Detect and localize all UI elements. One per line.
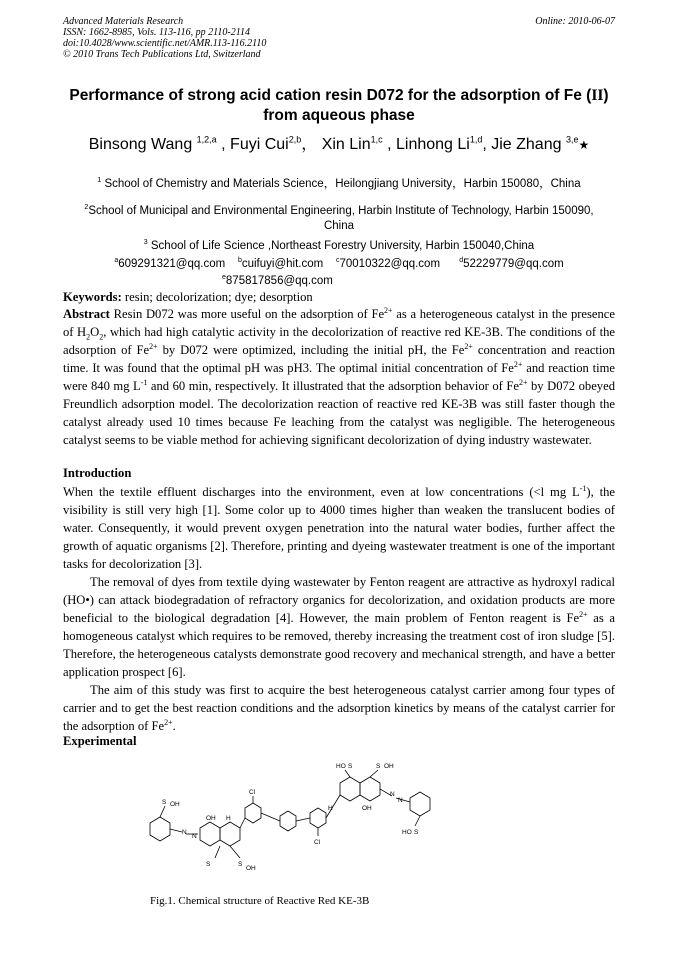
svg-text:S: S xyxy=(414,829,419,836)
svg-text:H: H xyxy=(328,805,333,812)
affiliation-3: $^3$ School of Life Science ,Northeast Forestry University, Harbin 150040,China xyxy=(143,239,535,252)
svg-text:H: H xyxy=(226,815,231,822)
journal-name: Advanced Materials Research xyxy=(63,16,184,27)
affiliation-2-cont: China xyxy=(323,220,355,232)
author-name: Xin Lin xyxy=(321,136,371,153)
copyright-line: © 2010 Trans Tech Publications Ltd, Switzerland xyxy=(63,49,261,60)
svg-text:HO: HO xyxy=(402,829,412,836)
email-c: 70010322@qq.com xyxy=(339,257,441,270)
svg-text:S: S xyxy=(238,861,243,868)
sulfonate-label: S xyxy=(162,799,167,806)
chemical-structure-figure xyxy=(140,758,450,888)
email-e-line: $^e$875817856@qq.com xyxy=(222,274,333,287)
email-b: cuifuyi@hit.com xyxy=(241,257,324,270)
figure-caption: Fig.1. Chemical structure of Reactive Red KE-3B xyxy=(150,895,370,907)
author-name: Jie Zhang xyxy=(491,136,562,153)
svg-text:OH: OH xyxy=(170,801,180,808)
paper-title-line1: Performance of strong acid cation resin D072 for the adsorption of Fe (II) xyxy=(69,87,609,104)
paper-title-line2: from aqueous phase xyxy=(263,107,415,124)
svg-text:N: N xyxy=(182,829,187,836)
svg-text:HO: HO xyxy=(336,763,346,770)
svg-text:S: S xyxy=(348,763,353,770)
doi-line: doi:10.4028/www.scientific.net/AMR.113-116.2110 xyxy=(63,38,267,49)
svg-text:S: S xyxy=(206,861,211,868)
svg-text:OH: OH xyxy=(384,763,394,770)
email-a: 609291321@qq.com xyxy=(118,257,226,270)
svg-text:Cl: Cl xyxy=(314,839,321,846)
author-name: Binsong Wang xyxy=(88,136,193,153)
experimental-heading: Experimental xyxy=(63,734,137,748)
introduction-body: When the textile effluent discharges into the environment, even at low concentrations (<l mg $L^{-1}$), the visibility is still very high [1]. Some color up to 4000 times higher than weaken the translucent bodies of water. Consequently, it would prevent oxygen penetration into the natural water bodies, further affect the growth of aquatic organisms [2]. Therefore, printing and dyeing wastewater treatment is one of the important tasks for decolorization [3]. The removal of dyes from textile dying wastewater by Fenton reagent are attractive as hydroxyl radical (HO•) can attack biodegradation of refractory organics for decolorization, and oxidation products are more beneficial to the biological degradation [4]. However, the main problem of Fenton reagent is $Fe^{2+}$ as a homogeneous catalyst which requires to be removed, thereby increasing the treatment cost of iron sludge [5]. Therefore, the heterogeneous catalysts demonstrate good recovery and mechanical strength, and have a better application prospect [6]. The aim of this study was first to acquire the best heterogeneous catalyst carrier among four types of carrier and to get the best reaction conditions and the adsorption kinetics by means of the catalyst carrier for the adsorption of $Fe^{2+}$. xyxy=(63,483,615,733)
keywords: Keywords: resin; decolorization; dye; desorption xyxy=(63,290,313,304)
email-d: 52229779@qq.com xyxy=(463,257,564,270)
affiliation-1: $^1$ School of Chemistry and Materials Science，Heilongjiang University，Harbin 150080，China xyxy=(97,177,581,190)
svg-text:OH: OH xyxy=(206,815,216,822)
affiliation-2: $^2$School of Municipal and Environmental Engineering, Harbin Institute of Technology, Harbin 150090, xyxy=(84,204,594,217)
author-list: Binsong Wang $^{1,2,a}$ , Fuyi Cui$^{2,b}$， Xin Lin$^{1,c}$ , Linhong Li$^{1,d}$, Jie Zhang $^{3,e}$★ xyxy=(88,134,590,153)
email-list: $^a$609291321@qq.com $^b$cuifuyi@hit.com $^c$70010322@qq.com $^d$52229779@qq.com xyxy=(114,257,564,270)
introduction-heading: Introduction xyxy=(63,466,132,480)
corresponding-star-icon: ★ xyxy=(578,138,590,152)
svg-text:N: N xyxy=(398,797,403,804)
author-name: Linhong Li xyxy=(395,136,470,153)
issn-line: ISSN: 1662-8985, Vols. 113-116, pp 2110-2114 xyxy=(63,27,251,38)
online-date: Online: 2010-06-07 xyxy=(535,16,615,27)
author-name: Fuyi Cui xyxy=(230,136,289,153)
email-e: 875817856@qq.com xyxy=(225,274,333,287)
abstract: Abstract Resin D072 was more useful on the adsorption of $Fe^{2+}$ as a heterogeneous catalyst in the presence of $H_2O_2$, which had high catalytic activity in the decolorization of reactive red KE-3B. The conditions of the adsorption of $Fe^{2+}$ by D072 were optimized, including the initial pH, the $Fe^{2+}$ concentration and reaction time. It was found that the optimal pH was pH3. The optimal initial concentration of $Fe^{2+}$ and reaction time were 840 mg $L^{-1}$ and 60 min, respectively. It illustrated that the adsorption behavior of $Fe^{2+}$ by D072 obeyed Freundlich adsorption model. The decolorization reaction of reactive red KE-3B was still faster though the catalyst already used 10 times because Fe leaching from the catalyst was negligible. The heterogeneous catalyst seems to be viable method for achieving significant decolorization of dying industry wastewater. xyxy=(63,305,615,447)
svg-text:S: S xyxy=(376,763,381,770)
svg-text:OH: OH xyxy=(362,805,372,812)
svg-text:N: N xyxy=(192,833,197,840)
svg-text:N: N xyxy=(390,791,395,798)
svg-text:Cl: Cl xyxy=(249,789,256,796)
svg-text:OH: OH xyxy=(246,865,256,872)
